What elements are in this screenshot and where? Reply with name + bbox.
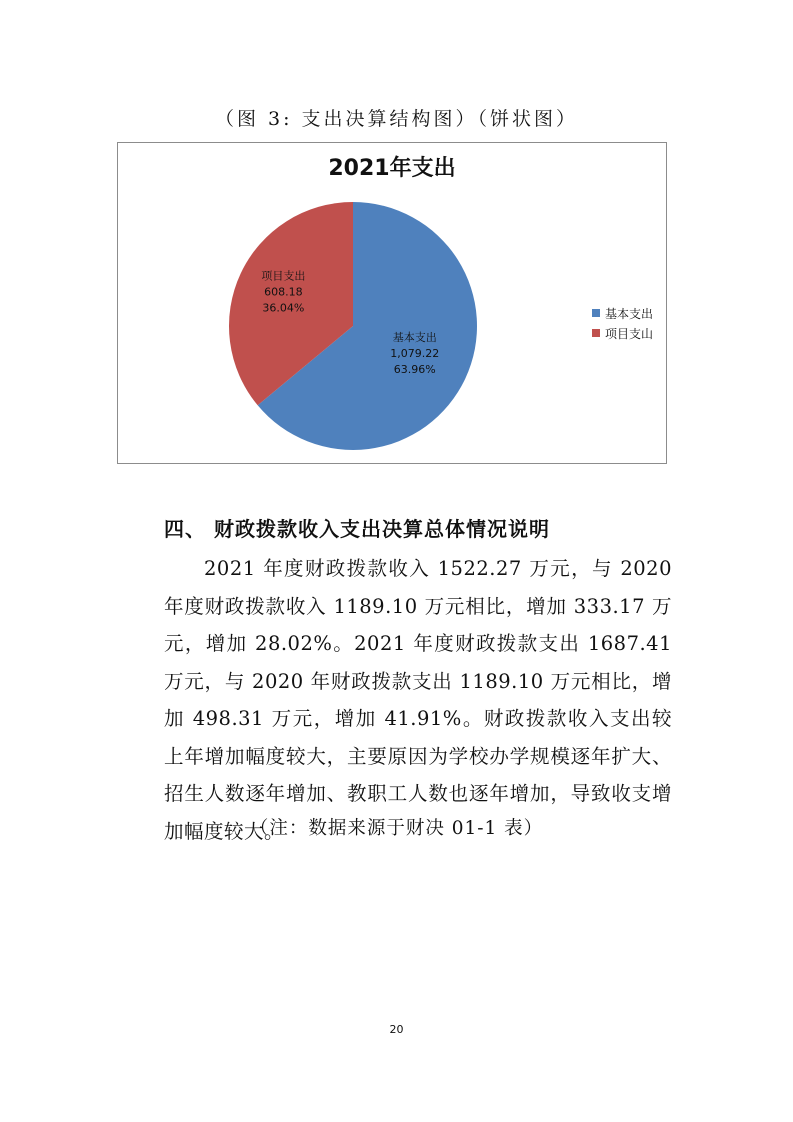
body-paragraph: 2021 年度财政拨款收入 1522.27 万元，与 2020 年度财政拨款收入 1189.10 万元相比，增加 333.17 万元，增加 28.02%。2021 年度财政拨款支出 1687.41 万元，与 2020 年财政拨款支出 1189.10 万元相比，增加 498.31 万元，增加 41.91%。财政拨款收入支出较上年增加幅度较大，主要原因为学校办学规模逐年扩大、招生人数逐年增加、教职工人数也逐年增加，导致收支增加幅度较大。	[164, 557, 672, 843]
slice-label-percent: 63.96%	[393, 362, 436, 376]
page-number: 20	[389, 1023, 404, 1036]
legend-swatch-project	[592, 329, 600, 337]
pie-svg	[118, 143, 668, 465]
pie-chart	[117, 142, 667, 464]
legend-swatch-basic	[592, 309, 600, 317]
slice-label-value: 1,079.22	[390, 346, 440, 360]
legend-label: 基本支出	[605, 306, 654, 321]
slice-label-name: 项目支出	[261, 269, 306, 283]
legend-label: 项目支山	[605, 326, 654, 341]
slice-label-name: 基本支出	[392, 330, 437, 344]
legend-item	[592, 303, 653, 323]
legend-item	[592, 323, 653, 343]
section-heading: 四、 财政拨款收入支出决算总体情况说明	[164, 517, 550, 541]
chart-title: 2021年支出	[328, 156, 456, 181]
slice-label-percent: 36.04%	[262, 301, 305, 315]
data-source-note: （注：数据来源于财决 01-1 表）	[249, 818, 544, 839]
slice-label-value: 608.18	[264, 285, 303, 299]
chart-legend	[592, 303, 653, 343]
figure-caption: （图 3: 支出决算结构图）（饼状图）	[214, 108, 579, 130]
